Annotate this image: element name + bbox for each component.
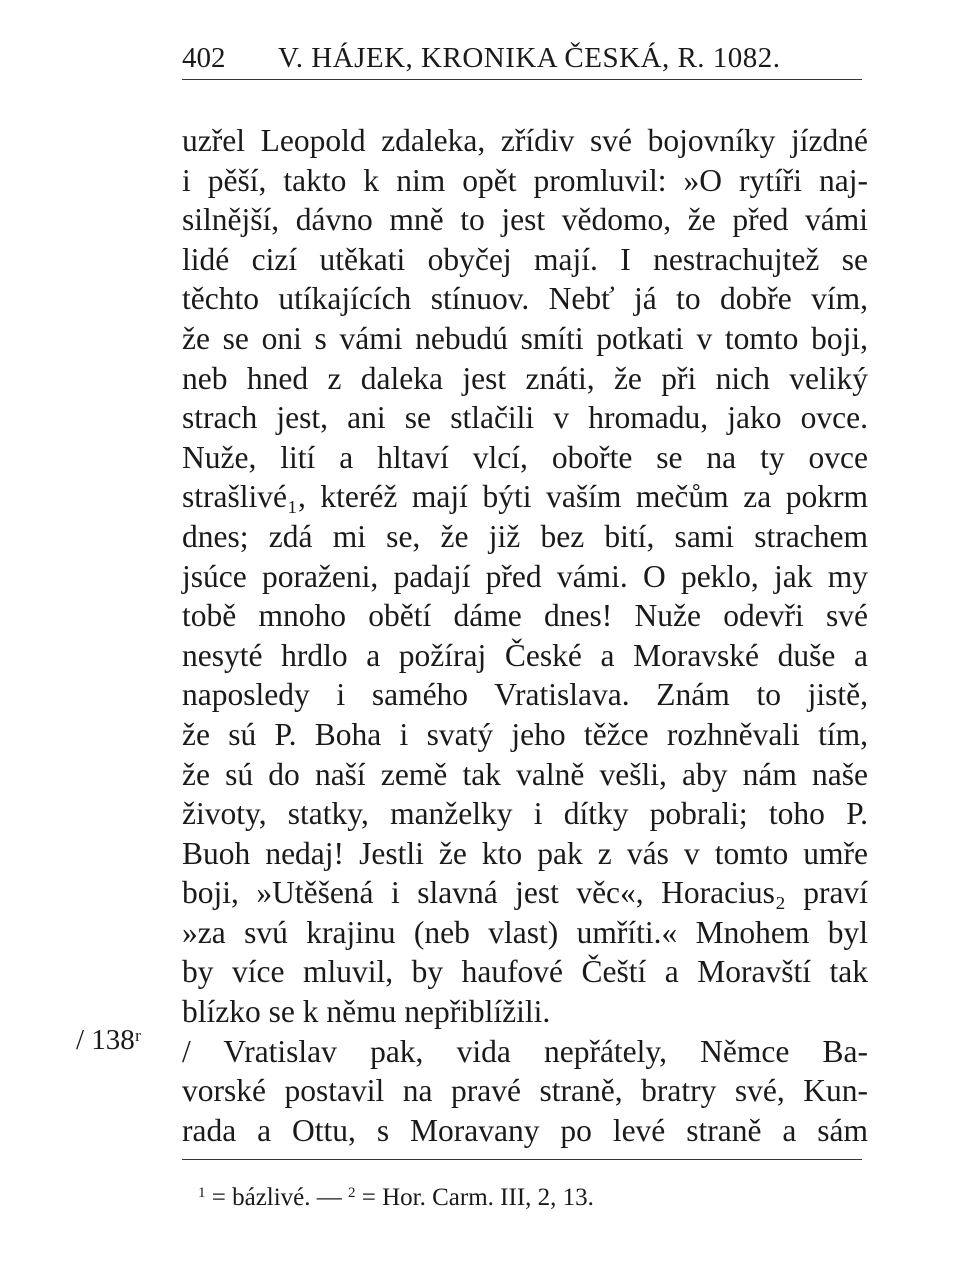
text-line: životy, statky, manželky i dítky pobrali; toho P. — [182, 796, 868, 832]
text-line: strašlivé₁, kteréž mají býti vaším mečům za pokrm — [182, 479, 868, 515]
text-line: lidé cizí utěkati obyčej mají. I nestrachujtež se — [182, 241, 868, 277]
text-line: těchto utíkajících stínuov. Nebť já to dobře vím, — [182, 281, 868, 317]
footnote-mark-1: 1 — [198, 1185, 206, 1201]
text-line: Buoh nedaj! Jestli že kto pak z vás v tomto umře — [182, 835, 868, 871]
page-number: 402 — [182, 42, 226, 74]
text-line: strach jest, ani se stlačili v hromadu, jako ovce. — [182, 400, 868, 436]
text-line: že sú P. Boha i svatý jeho těžce rozhněvali tím, — [182, 716, 868, 752]
text-line: / Vratislav pak, vida nepřátely, Němce Ba- — [182, 1033, 868, 1069]
running-title: V. HÁJEK, KRONIKA ČESKÁ, R. 1082. — [278, 42, 781, 74]
text-line: neb hned z daleka jest znáti, že při nich veliký — [182, 360, 868, 396]
text-line: že se oni s vámi nebudú smíti potkati v tomto boji, — [182, 320, 868, 356]
running-header — [182, 38, 862, 82]
text-line: silnější, dávno mně to jest vědomo, že před vámi — [182, 202, 868, 238]
footnote-1: = bázlivé. — — [205, 1184, 349, 1211]
text-line: by více mluvil, by haufové Čeští a Moravští tak — [182, 954, 868, 990]
text-line: že sú do naší země tak valně vešli, aby nám naše — [182, 756, 868, 792]
header-rule — [182, 79, 862, 80]
text-line: uzřel Leopold zdaleka, zřídiv své bojovníky jízdné — [182, 123, 868, 158]
footnote-2: = Hor. Carm. III, 2, 13. — [355, 1184, 594, 1211]
text-line: tobě mnoho obětí dáme dnes! Nuže odevři své — [182, 598, 868, 634]
footnote-mark-2: 2 — [348, 1185, 356, 1201]
folio-margin-note: / 138ʳ — [76, 1024, 142, 1056]
text-line: Nuže, lití a hltaví vlcí, obořte se na ty ovce — [182, 439, 868, 475]
text-line: blízko se k němu nepřiblížili. — [182, 994, 551, 1030]
text-line: naposledy i samého Vratislava. Znám to jistě, — [182, 677, 868, 713]
text-line: jsúce poraženi, padají před vámi. O peklo, jak my — [182, 558, 868, 594]
footnote-rule — [182, 1159, 862, 1160]
text-line: »za svú krajinu (neb vlast) umříti.« Mnohem byl — [182, 914, 868, 950]
text-line: boji, »Utěšená i slavná jest věc«, Horacius₂ praví — [182, 875, 868, 911]
footnotes — [198, 1176, 594, 1215]
body-text — [182, 121, 868, 1150]
text-line: i pěší, takto k nim opět promluvil: »O rytíři naj- — [182, 162, 868, 198]
text-line: nesyté hrdlo a požíraj České a Moravské duše a — [182, 637, 868, 673]
text-line: vorské postavil na pravé straně, bratry své, Kun- — [182, 1073, 868, 1109]
text-line: rada a Ottu, s Moravany po levé straně a sám — [182, 1112, 868, 1148]
text-line: dnes; zdá mi se, že již bez bití, sami strachem — [182, 518, 868, 554]
